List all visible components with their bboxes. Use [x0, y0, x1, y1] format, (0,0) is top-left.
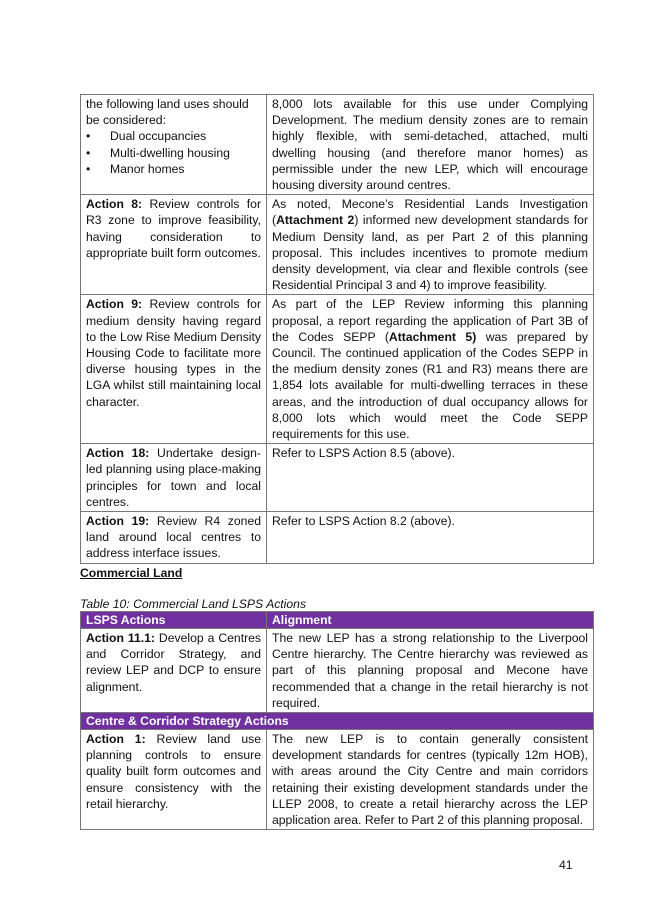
- page-number: 41: [559, 858, 573, 872]
- table-row: [81, 195, 594, 295]
- table-row: [81, 295, 594, 444]
- table-cell-left: [81, 95, 267, 195]
- table-header-row: [81, 612, 594, 629]
- column-header-lsps-actions: LSPS Actions: [81, 612, 267, 629]
- table-cell-left: Action 18: Undertake design-led planning using place-making principles for town and local centres.: [81, 444, 267, 512]
- list-item: • Manor homes: [86, 161, 185, 176]
- cell-text: the following land uses should be considered:: [86, 97, 249, 128]
- table-cell-left: Action 11.1: Develop a Centres and Corridor Strategy, and review LEP and DCP to ensure alignment.: [81, 629, 267, 713]
- list-item: • Dual occupancies: [86, 129, 207, 144]
- action-label: Action 9:: [86, 297, 143, 312]
- table-cell-left: Action 8: Review controls for R3 zone to improve feasibility, having consideration to appropriate built form outcomes.: [81, 195, 267, 295]
- commercial-actions-table: [80, 611, 594, 830]
- bullet-icon: •: [86, 129, 91, 144]
- table-row: [81, 629, 594, 713]
- action-label: Action 18:: [86, 446, 150, 461]
- action-label: Action 1:: [86, 732, 146, 747]
- table-cell-right: Refer to LSPS Action 8.2 (above).: [267, 512, 594, 564]
- table-cell-left: Action 9: Review controls for medium density having regard to the Low Rise Medium Density Housing Code to facilitate more diverse housing types in the LGA whilst still maintaining local character.: [81, 295, 267, 444]
- bullet-icon: •: [86, 145, 91, 160]
- table-cell-right: As part of the LEP Review informing this planning proposal, a report regarding the application of Part 3B of the Codes SEPP (Attachment 5) was prepared by Council. The continued application of the Codes SEPP in the medium density zones (R1 and R3) means there are 1,854 lots available for multi-dwelling terraces in these areas, and the introduction of dual occupancy allows for 8,000 lots which would meet the Code SEPP requirements for this use.: [267, 295, 594, 444]
- subheader-centre-corridor: Centre & Corridor Strategy Actions: [81, 713, 594, 730]
- residential-actions-table: [80, 94, 594, 564]
- table-row: [81, 444, 594, 512]
- column-header-alignment: Alignment: [267, 612, 594, 629]
- table-cell-left: Action 19: Review R4 zoned land around local centres to address interface issues.: [81, 512, 267, 564]
- table-cell-right: Refer to LSPS Action 8.5 (above).: [267, 444, 594, 512]
- action-label: Action 8:: [86, 197, 143, 212]
- cell-text: 8,000 lots available for this use under Complying Development. The medium density zones are to remain highly flexible, with semi-detached, attached, multi dwelling housing (and therefore manor homes) as permissible under the new LEP, which will encourage housing diversity around centres.: [272, 97, 588, 193]
- table-row: [81, 95, 594, 195]
- table-cell-right: The new LEP is to contain generally consistent development standards for centres (typically 12m HOB), with areas around the City Centre and main corridors retaining their existing development standards under the LLEP 2008, to create a retail hierarchy across the LEP application area. Refer to Part 2 of this planning proposal.: [267, 730, 594, 830]
- list-item: • Multi-dwelling housing: [86, 145, 230, 160]
- attachment-ref: Attachment 2: [276, 213, 355, 228]
- table-row: [81, 730, 594, 830]
- section-title: Commercial Land: [80, 566, 183, 580]
- table-caption: Table 10: Commercial Land LSPS Actions: [80, 597, 307, 611]
- table-cell-right: [267, 95, 594, 195]
- table-cell-left: Action 1: Review land use planning controls to ensure quality built form outcomes and ensure consistency with the retail hierarchy.: [81, 730, 267, 830]
- bullet-icon: •: [86, 161, 91, 176]
- table-cell-right: The new LEP has a strong relationship to the Liverpool Centre hierarchy. The Centre hierarchy was reviewed as part of this planning proposal and Mecone have recommended that a change in the retail hierarchy is not required.: [267, 629, 594, 713]
- attachment-ref: Attachment 5): [388, 329, 477, 344]
- table-cell-right: As noted, Mecone’s Residential Lands Investigation (Attachment 2) informed new development standards for Medium Density land, as per Part 2 of this planning proposal. This includes incentives to promote medium density development, via clear and flexible controls (see Residential Principal 3 and 4) to improve feasibility.: [267, 195, 594, 295]
- action-label: Action 19:: [86, 514, 150, 529]
- table-row: [81, 512, 594, 564]
- table-subheader-row: [81, 713, 594, 730]
- action-label: Action 11.1:: [86, 631, 155, 645]
